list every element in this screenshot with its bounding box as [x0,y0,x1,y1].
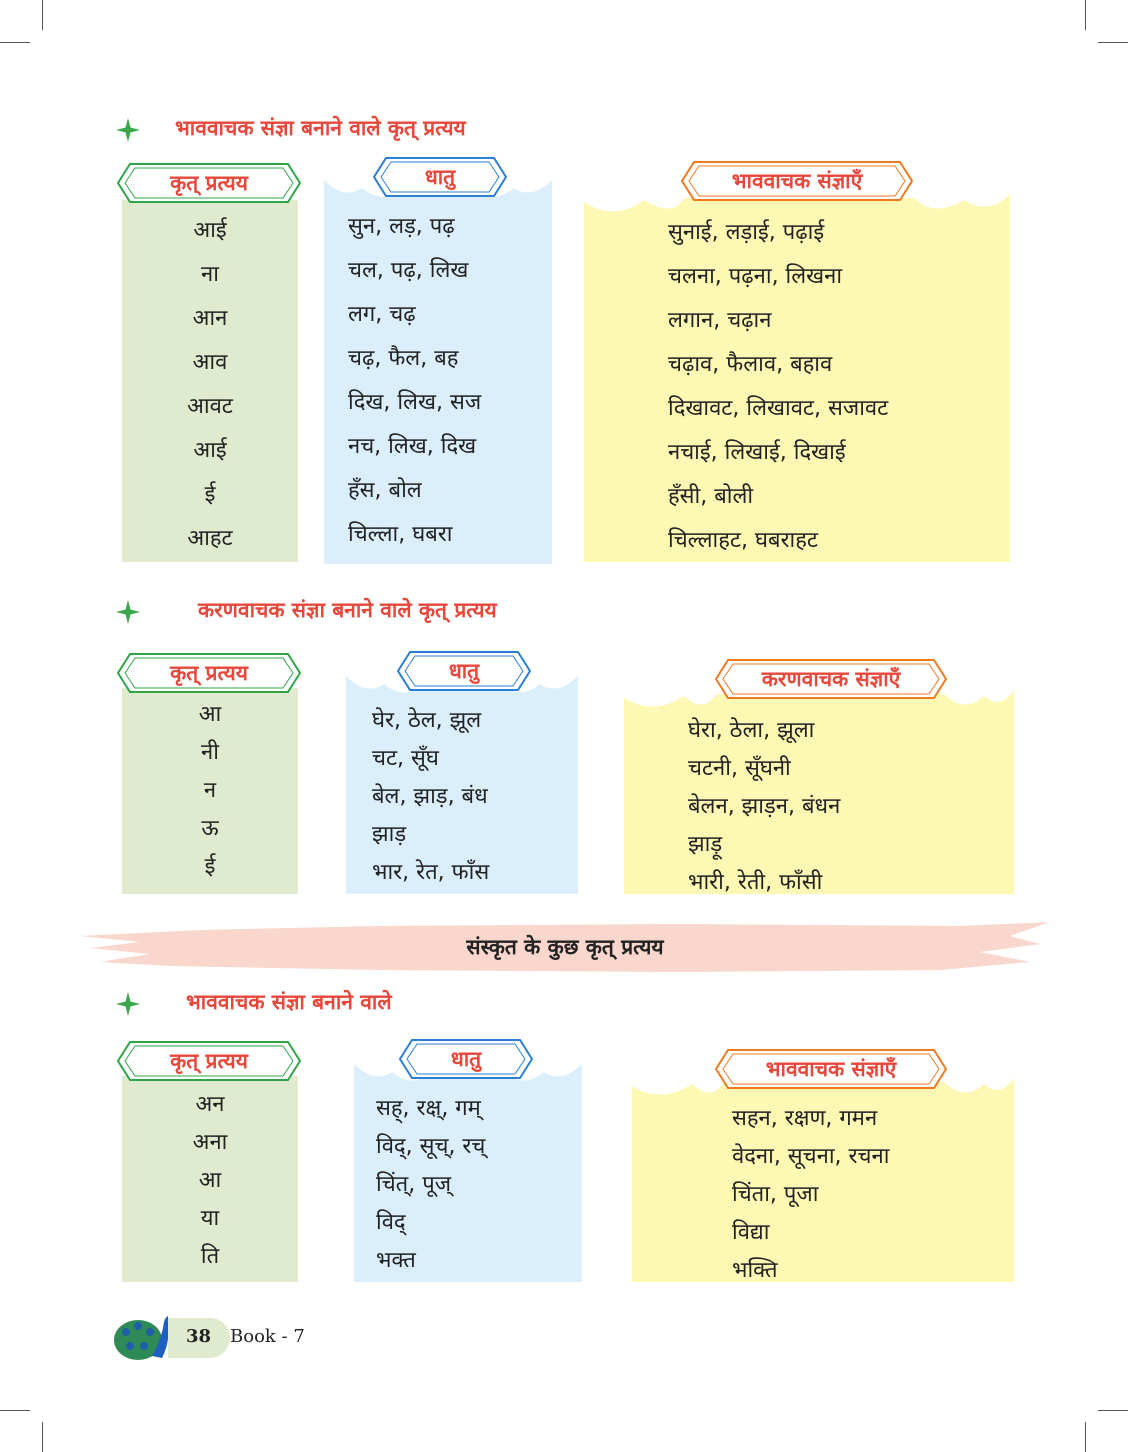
header-noun-label: करणवाचक संज्ञाएँ [761,667,901,691]
suffix-cell: आ [198,702,222,727]
header-suffix-tag [116,1040,302,1082]
header-stem-tag [372,156,508,198]
noun-cell: हँसी, बोली [668,484,754,509]
header-noun-tag [680,160,914,202]
stem-cell: चल, पढ़, लिख [348,258,469,283]
crop-mark [1085,0,1086,30]
header-suffix-label: कृत् प्रत्यय [170,1049,248,1073]
page-number: 38 [186,1326,212,1347]
stem-cell: बेल, झाड़, बंध [372,784,488,809]
header-suffix-tag [116,652,302,694]
suffix-cell: ई [204,482,216,507]
noun-cell: वेदना, सूचना, रचना [732,1144,890,1169]
stem-cell: घेर, ठेल, झूल [372,708,482,733]
crop-mark [42,0,43,30]
sanskrit-banner [80,922,1050,972]
header-noun-tag [714,658,948,700]
noun-cell: दिखावट, लिखावट, सजावट [668,396,889,421]
crop-mark [0,1410,30,1411]
noun-cell: चिंता, पूजा [732,1182,819,1207]
crop-mark [1098,42,1128,43]
header-suffix-label: कृत् प्रत्यय [170,661,248,685]
noun-cell: बेलन, झाड़न, बंधन [688,794,841,819]
crop-mark [1098,1410,1128,1411]
star-bullet-icon [116,600,140,624]
noun-cell: चटनी, सूँघनी [688,756,791,781]
header-stem-tag [398,1038,534,1080]
suffix-cell: आहट [187,526,233,551]
noun-cell: चढ़ाव, फैलाव, बहाव [668,352,833,377]
section-title: भाववाचक संज्ञा बनाने वाले कृत् प्रत्यय [175,116,466,140]
banner-title: संस्कृत के कुछ कृत् प्रत्यय [466,935,664,959]
suffix-cell: या [200,1206,220,1231]
noun-cell: चिल्लाहट, घबराहट [668,528,818,553]
noun-cell: नचाई, लिखाई, दिखाई [668,440,846,465]
suffix-cell: ई [204,854,216,879]
noun-cell: भारी, रेती, फाँसी [688,870,823,895]
stem-cell: सह्, रक्ष्, गम् [376,1096,481,1121]
stem-cell: दिख, लिख, सज [348,390,482,415]
section-title: भाववाचक संज्ञा बनाने वाले [186,990,392,1014]
stem-cell: चिंत्, पूज् [376,1172,452,1197]
suffix-cell: नी [201,740,219,765]
star-bullet-icon [116,118,140,142]
noun-cell: झाड़ू [688,832,723,857]
stem-cell: हँस, बोल [348,478,422,503]
header-suffix-tag [116,162,302,204]
crop-mark [0,42,30,43]
section-title: करणवाचक संज्ञा बनाने वाले कृत् प्रत्यय [198,598,497,622]
stem-cell: नच, लिख, दिख [348,434,477,459]
page-number-badge [168,1318,230,1358]
header-noun-label: भाववाचक संज्ञाएँ [765,1057,897,1081]
noun-cell: चलना, पढ़ना, लिखना [668,264,843,289]
star-bullet-icon [116,992,140,1016]
stem-cell: भक्त [376,1248,416,1273]
noun-cell: सुनाई, लड़ाई, पढ़ाई [668,220,825,245]
suffix-cell: आई [193,438,227,463]
suffix-cell: आन [192,306,228,331]
header-stem-label: धातु [450,1047,482,1071]
stem-cell: झाड़ [372,822,407,847]
suffix-cell: आवट [187,394,233,419]
header-noun-label: भाववाचक संज्ञाएँ [731,169,863,193]
suffix-cell: न [203,778,217,803]
crop-mark [42,1422,43,1452]
stem-cell: चट, सूँघ [372,746,439,771]
suffix-cell: अन [195,1092,225,1117]
noun-cell: लगान, चढ़ान [668,308,772,333]
suffix-cell: आ [198,1168,222,1193]
header-noun-tag [714,1048,948,1090]
suffix-cell: आव [192,350,228,375]
suffix-cell: ऊ [201,816,219,841]
noun-cell: सहन, रक्षण, गमन [732,1106,878,1131]
stem-cell: भार, रेत, फाँस [372,860,490,885]
stem-cell: सुन, लड़, पढ़ [348,214,455,239]
suffix-cell: आई [193,218,227,243]
header-stem-label: धातु [424,165,456,189]
noun-cell: भक्ति [732,1258,778,1283]
header-stem-tag [396,650,532,692]
stem-cell: विद्, सूच्, रच् [376,1134,486,1159]
header-stem-label: धातु [448,659,480,683]
stem-cell: विद् [376,1210,406,1235]
suffix-cell: अना [192,1130,228,1155]
noun-cell: घेरा, ठेला, झूला [688,718,815,743]
stem-cell: चढ़, फैल, बह [348,346,459,371]
stem-cell: लग, चढ़ [348,302,416,327]
noun-cell: विद्या [732,1220,770,1245]
book-label: Book - 7 [230,1326,305,1347]
stem-cell: चिल्ला, घबरा [348,522,453,547]
suffix-cell: ति [200,1244,220,1269]
crop-mark [1085,1422,1086,1452]
suffix-cell: ना [201,262,219,287]
header-suffix-label: कृत् प्रत्यय [170,171,248,195]
